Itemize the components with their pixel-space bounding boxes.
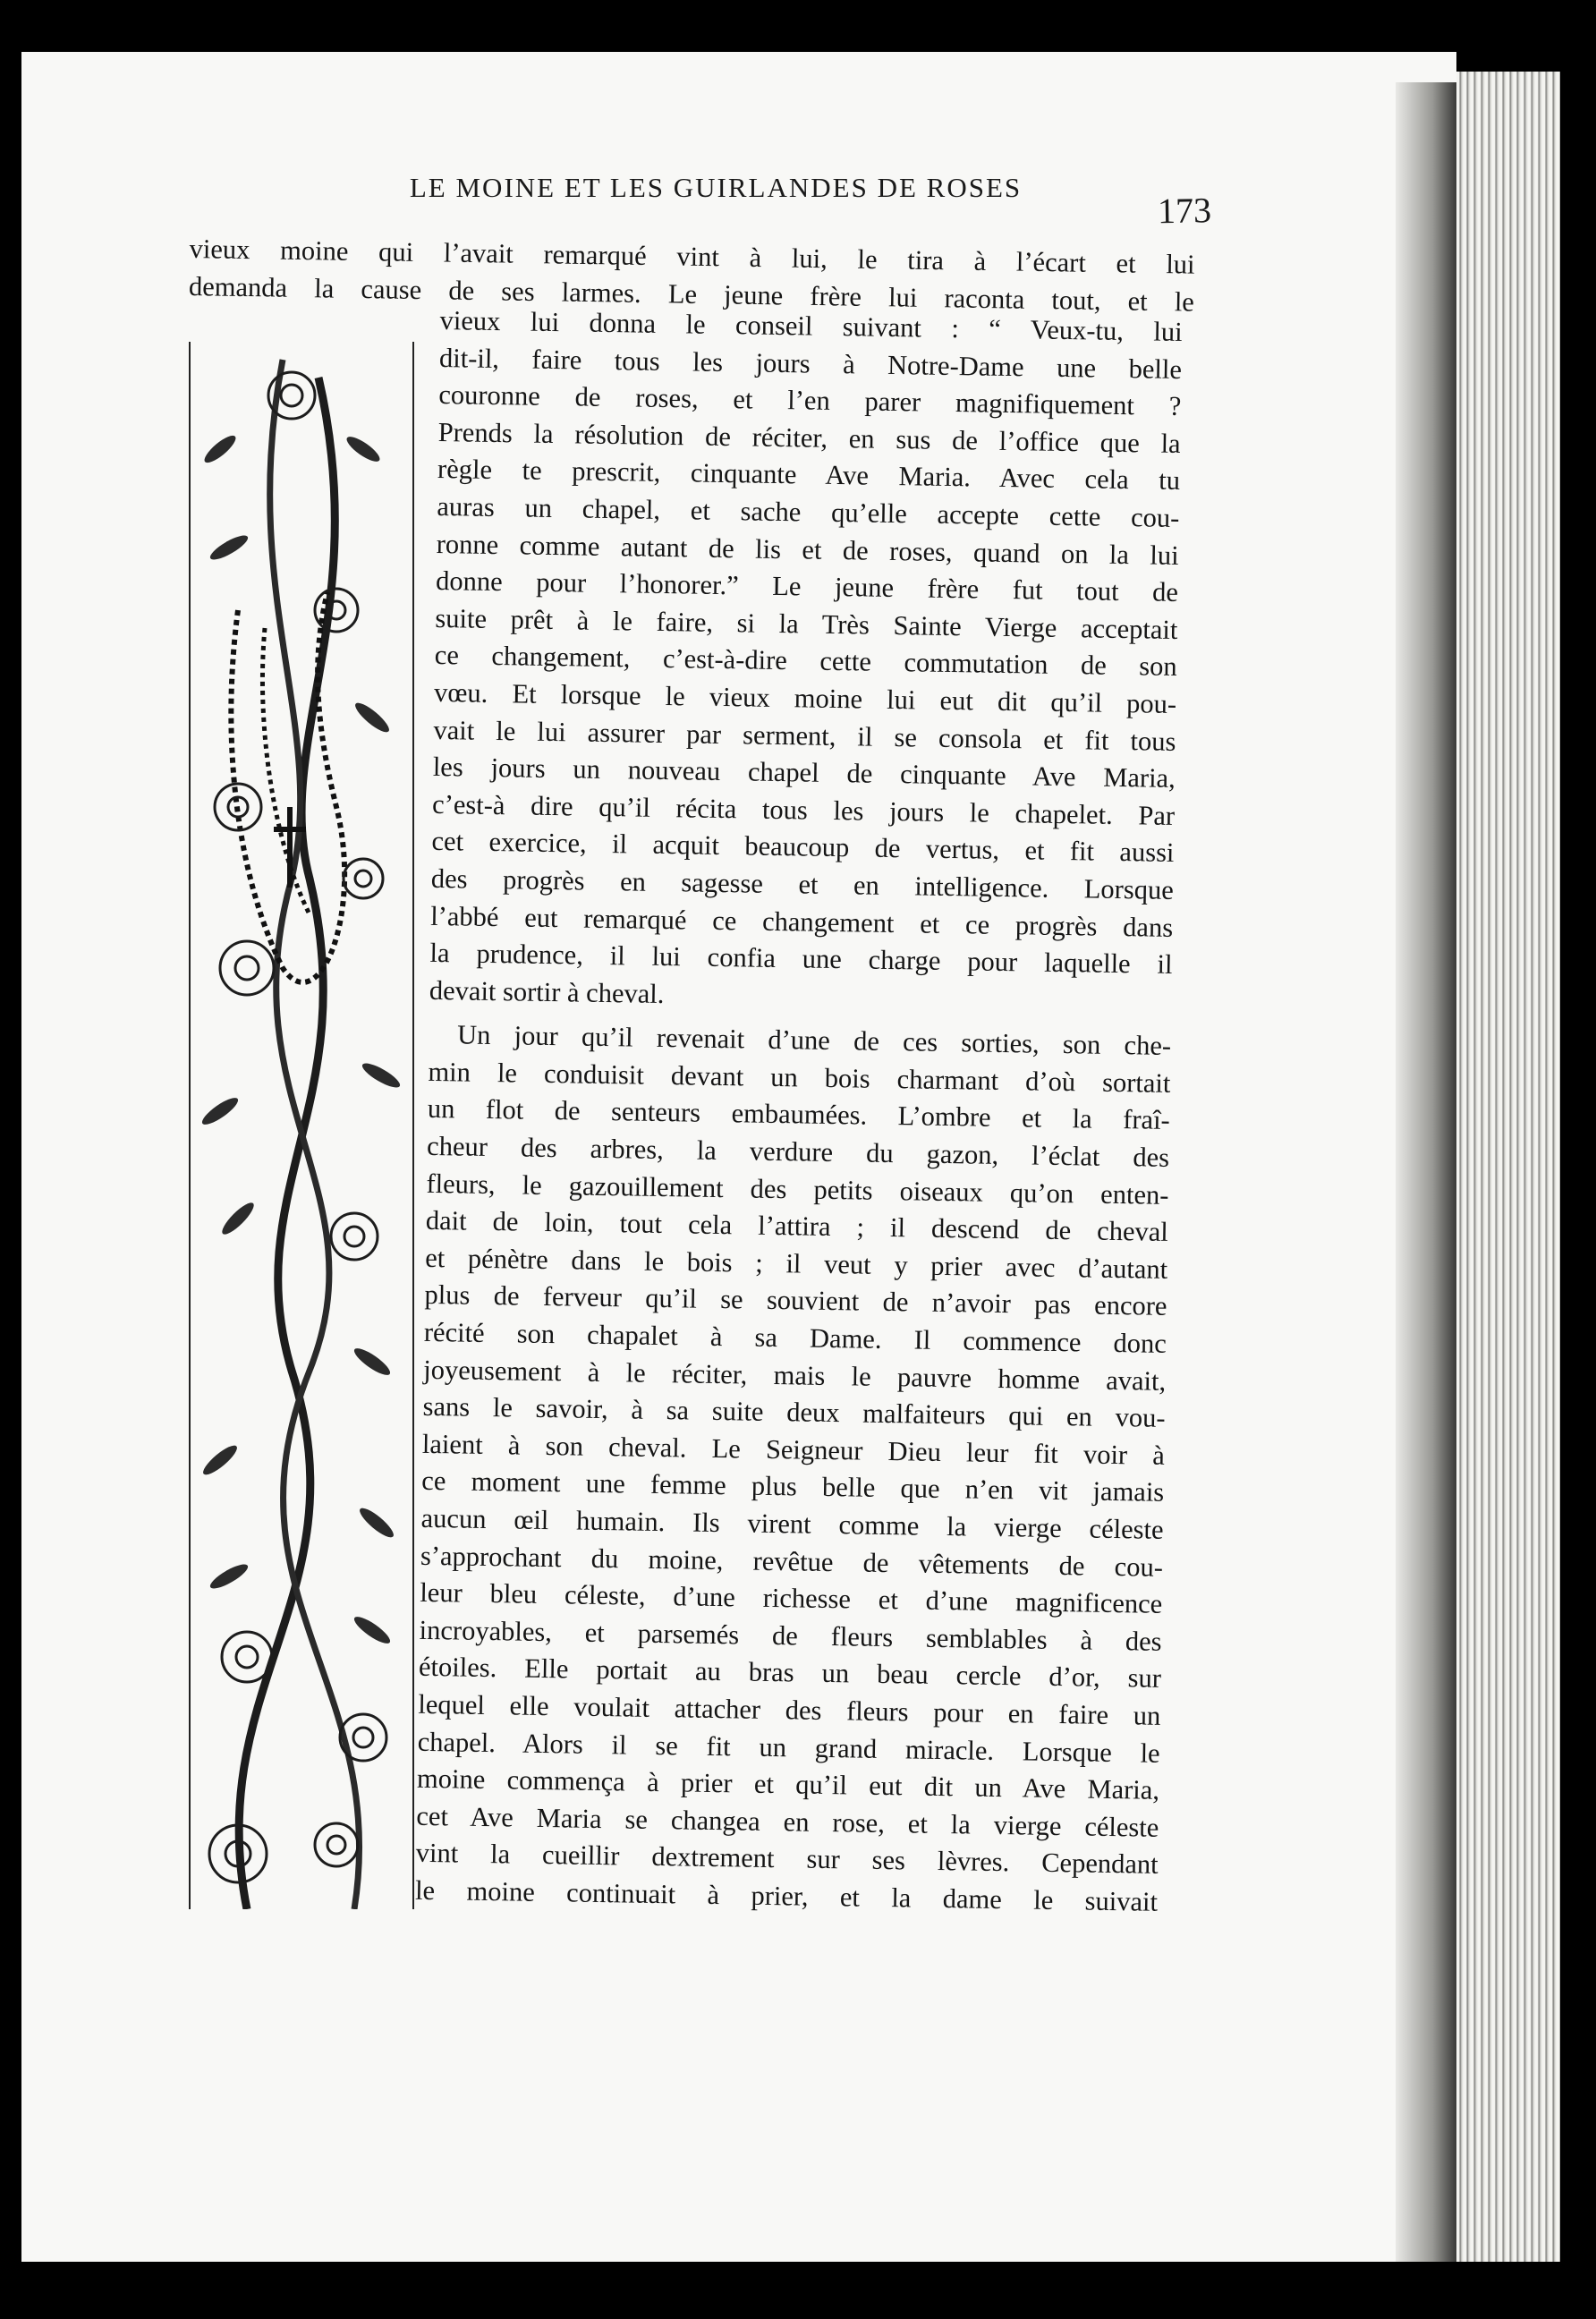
text-line: leur bleu céleste, d’une richesse et d’une magnificence xyxy=(420,1577,1163,1620)
rosary-rose-vine-illustration xyxy=(184,342,419,1909)
text-line: incroyables, et parsemés de fleurs semblables à des xyxy=(419,1614,1162,1657)
page-number: 173 xyxy=(1157,190,1212,232)
text-line: cheur des arbres, la verdure du gazon, l’éclat des xyxy=(426,1130,1170,1173)
text-line: suite prêt à le faire, si la Très Sainte Vierge acceptait xyxy=(435,602,1178,645)
text-line: laient à son cheval. Le Seigneur Dieu leur fit voir à xyxy=(421,1428,1166,1471)
text-line: la prudence, il lui confia une charge pour laquelle il xyxy=(429,938,1173,981)
text-line: vieux moine qui l’avait remarqué vint à lui, le tira à l’écart et lui xyxy=(189,233,1195,280)
text-line: et pénètre dans le bois ; il veut y prier avec d’autant xyxy=(424,1242,1168,1285)
text-line: un flot de senteurs embaumées. L’ombre et la fraî- xyxy=(427,1093,1171,1136)
running-header: LE MOINE ET LES GUIRLANDES DE ROSES xyxy=(409,172,1023,203)
text-line: ce moment une femme plus belle que n’en vit jamais xyxy=(421,1465,1165,1508)
text-line: lequel elle voulait attacher des fleurs pour en faire un xyxy=(418,1688,1161,1731)
text-line: vieux lui donna le conseil suivant : “ Veux-tu, lui xyxy=(439,304,1183,348)
text-line: joyeusement à le réciter, mais le pauvre homme avait, xyxy=(423,1354,1167,1397)
text-line: chapel. Alors il se fit un grand miracle. Lorsque le xyxy=(417,1726,1160,1769)
ornament-svg xyxy=(184,342,419,1909)
text-line: sans le savoir, à sa suite deux malfaiteurs qui en vou- xyxy=(422,1391,1166,1434)
text-line: les jours un nouveau chapel de cinquante Ave Maria, xyxy=(432,752,1176,794)
text-line: c’est-à dire qu’il récita tous les jours le chapelet. Par xyxy=(431,788,1176,831)
text-line: règle te prescrit, cinquante Ave Maria. Avec cela tu xyxy=(437,454,1181,497)
page-gutter-shadow xyxy=(1396,82,1456,2262)
text-line: auras un chapel, et sache qu’elle accepte cette cou- xyxy=(437,490,1180,533)
text-line: min le conduisit devant un bois charmant d’où sortait xyxy=(428,1056,1171,1099)
text-line: dait de loin, tout cela l’attira ; il descend de cheval xyxy=(425,1205,1169,1248)
text-line: vait le lui assurer par serment, il se consola et fit tous xyxy=(433,714,1176,757)
text-line: le moine continuait à prier, et la dame le suivait xyxy=(414,1874,1159,1917)
text-line: plus de ferveur qu’il se souvient de n’avoir pas encore xyxy=(424,1279,1167,1322)
text-line: s’approchant du moine, revêtue de vêtements de cou- xyxy=(420,1540,1164,1583)
text-line: donne pour l’honorer.” Le jeune frère fut tout de xyxy=(435,565,1179,608)
paragraph-start-line: Un jour qu’il revenait d’une de ces sorties, son che- xyxy=(456,1019,1172,1062)
text-line: Prends la résolution de réciter, en sus de l’office que la xyxy=(437,416,1181,459)
text-line: étoiles. Elle portait au bras un beau cercle d’or, sur xyxy=(418,1652,1162,1695)
text-line: devait sortir à cheval. xyxy=(429,974,665,1009)
text-line: des progrès en sagesse et en intelligence. Lorsque xyxy=(430,862,1175,905)
text-line: fleurs, le gazouillement des petits oiseaux qu’on enten- xyxy=(426,1168,1169,1210)
text-line: cet Ave Maria se changea en rose, et la vierge céleste xyxy=(416,1800,1159,1843)
text-line: ce changement, c’est-à-dire cette commutation de son xyxy=(434,640,1177,683)
text-line: couronne de roses, et l’en parer magnifiquement ? xyxy=(438,379,1182,422)
text-line: moine commença à prier et qu’il eut dit un Ave Maria, xyxy=(416,1763,1160,1805)
book-fore-edge xyxy=(1456,72,1560,2262)
text-line: demanda la cause de ses larmes. Le jeune frère lui raconta tout, et le xyxy=(188,270,1195,318)
text-line: vœu. Et lorsque le vieux moine lui eut dit qu’il pou- xyxy=(433,676,1177,719)
text-line: l’abbé eut remarqué ce changement et ce progrès dans xyxy=(429,900,1174,943)
text-line: aucun œil humain. Ils virent comme la vierge céleste xyxy=(420,1502,1164,1545)
text-line: cet exercice, il acquit beaucoup de vertus, et fit aussi xyxy=(431,826,1175,869)
text-line: dit-il, faire tous les jours à Notre-Dame une belle xyxy=(438,342,1183,385)
main-text-column xyxy=(415,302,1183,1921)
text-line: vint la cueillir dextrement sur ses lèvres. Cependant xyxy=(415,1838,1159,1881)
text-line: récité son chapalet à sa Dame. Il commence donc xyxy=(423,1316,1167,1359)
text-line: ronne comme autant de lis et de roses, quand on la lui xyxy=(436,528,1179,571)
